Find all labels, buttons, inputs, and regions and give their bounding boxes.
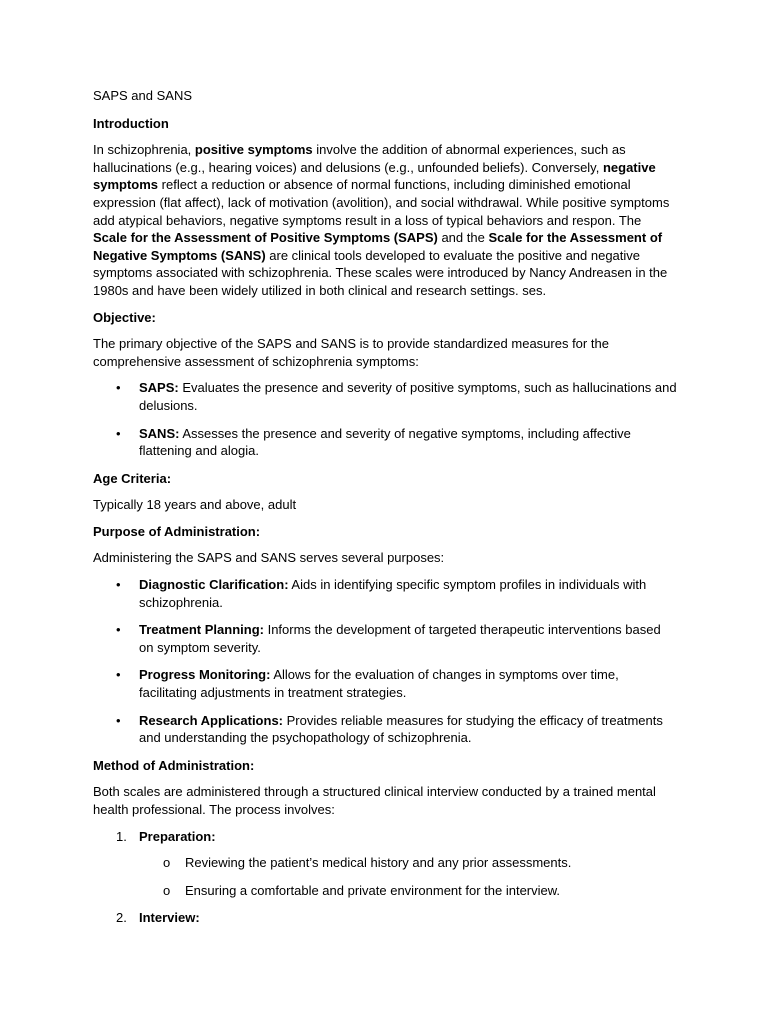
list-item xyxy=(93,712,678,747)
list-item-text: Provides reliable measures for studying the efficacy of treatments and understanding the psychopathology of schizophrenia. xyxy=(139,712,663,746)
bullet-icon: • xyxy=(116,380,121,396)
purpose-paragraph: Administering the SAPS and SANS serves several purposes: xyxy=(93,550,445,566)
list-item xyxy=(93,621,678,656)
age-criteria-heading: Age Criteria: xyxy=(93,470,172,486)
step-label: Preparation: xyxy=(139,828,216,844)
step-label: Interview: xyxy=(139,910,200,926)
circle-bullet-icon: o xyxy=(163,855,171,871)
list-item-label: Treatment Planning: xyxy=(139,622,264,638)
intro-bold-text: positive symptoms xyxy=(194,142,313,158)
introduction-paragraph xyxy=(93,141,678,299)
list-item-label: SANS: xyxy=(139,425,180,441)
age-criteria-paragraph: Typically 18 years and above, adult xyxy=(93,497,297,513)
bullet-icon: • xyxy=(116,712,121,728)
intro-bold-text: negative symptoms xyxy=(93,159,656,193)
objective-paragraph: The primary objective of the SAPS and SANS is to provide standardized measures for the comprehensive assessment of schizophrenia symptoms: xyxy=(93,336,609,369)
list-item-label: Diagnostic Clarification: xyxy=(139,577,289,593)
method-heading: Method of Administration: xyxy=(93,757,255,773)
step-item xyxy=(93,828,678,900)
list-item xyxy=(93,425,678,460)
step-number: 1. xyxy=(116,828,127,844)
method-paragraph: Both scales are administered through a structured clinical interview conducted by a trained mental health professional. The process involves: xyxy=(93,784,656,817)
circle-bullet-icon: o xyxy=(163,882,171,898)
intro-text: involve the addition of abnormal experiences, such as hallucinations (e.g., hearing voices) and delusions (e.g., unfounded beliefs). Conversely, xyxy=(93,142,626,175)
purpose-list xyxy=(93,576,678,747)
list-item-text: Allows for the evaluation of changes in symptoms over time, facilitating adjustments in treatment strategies. xyxy=(139,667,619,701)
intro-text: reflect a reduction or absence of normal functions, including diminished emotional expression (flat affect), lack of motivation (avolition), and social withdrawal. While positive symptoms add atypical behaviors, negative symptoms result in a loss of typical behaviors and respon. The xyxy=(93,177,670,228)
sub-list-item xyxy=(93,882,678,900)
bullet-icon: • xyxy=(116,667,121,683)
list-item-text: Aids in identifying specific symptom profiles in individuals with schizophrenia. xyxy=(139,577,647,610)
method-steps xyxy=(93,828,678,927)
intro-text: In schizophrenia, xyxy=(93,142,195,158)
list-item-text: Assesses the presence and severity of negative symptoms, including affective flattening and alogia. xyxy=(139,425,631,459)
intro-bold-text: Scale for the Assessment of Negative Symptoms (SANS) xyxy=(93,230,663,263)
bullet-icon: • xyxy=(116,622,121,638)
list-item-label: SAPS: xyxy=(139,380,179,396)
objective-list xyxy=(93,379,678,459)
bullet-icon: • xyxy=(116,425,121,441)
list-item xyxy=(93,576,678,611)
list-item-text: Evaluates the presence and severity of positive symptoms, such as hallucinations and delusions. xyxy=(139,380,677,413)
list-item-text: Informs the development of targeted therapeutic interventions based on symptom severity. xyxy=(139,622,661,655)
intro-bold-text: Scale for the Assessment of Positive Symptoms (SAPS) xyxy=(93,230,438,246)
list-item xyxy=(93,379,678,414)
intro-text: and the xyxy=(437,230,489,246)
step-item xyxy=(93,909,678,927)
introduction-heading: Introduction xyxy=(93,115,169,131)
intro-text: are clinical tools developed to evaluate the positive and negative symptoms associated with schizophrenia. These scales were introduced by Nancy Andreasen in the 1980s and have been widely utilized in both clinical and research settings. ses. xyxy=(93,247,668,298)
step-sub-list xyxy=(139,854,678,899)
list-item xyxy=(93,666,678,701)
step-number: 2. xyxy=(116,910,127,926)
document-title: SAPS and SANS xyxy=(93,88,192,103)
bullet-icon: • xyxy=(116,577,121,593)
purpose-heading: Purpose of Administration: xyxy=(93,523,261,539)
list-item-label: Progress Monitoring: xyxy=(139,667,271,683)
objective-heading: Objective: xyxy=(93,309,156,325)
sub-list-item-text: Ensuring a comfortable and private environment for the interview. xyxy=(185,882,561,898)
list-item-label: Research Applications: xyxy=(139,712,284,728)
sub-list-item-text: Reviewing the patient’s medical history and any prior assessments. xyxy=(185,855,572,871)
sub-list-item xyxy=(93,854,678,872)
